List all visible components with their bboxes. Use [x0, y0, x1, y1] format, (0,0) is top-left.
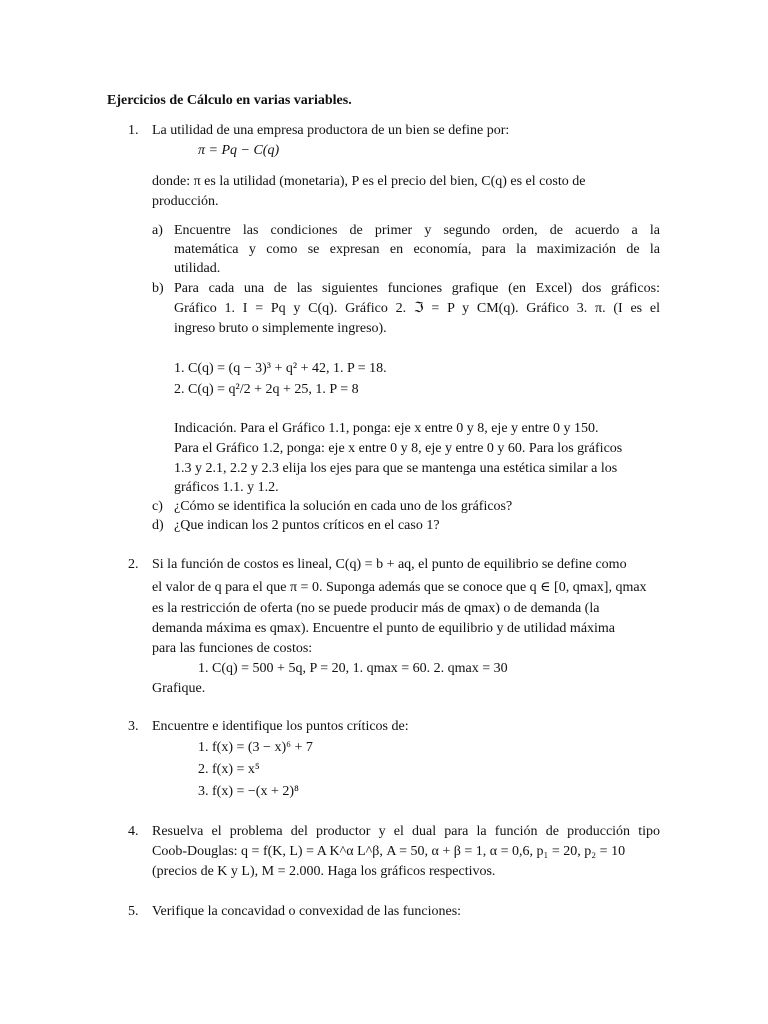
ex1-b-label: b) [152, 281, 164, 296]
ex1-indicacion-line4: gráficos 1.1. y 1.2. [174, 480, 279, 495]
ex2-line2: el valor de q para el que π = 0. Suponga además que se conoce que q ∈ [0, qmax], qmax [152, 580, 647, 595]
ex1-donde-line2: producción. [152, 194, 219, 209]
ex1-a-line3: utilidad. [174, 261, 221, 276]
ex1-d-text: ¿Que indican los 2 puntos críticos en el caso 1? [174, 518, 440, 533]
ex2-number: 2. [128, 557, 139, 572]
ex2-function-1: 1. C(q) = 500 + 5q, P = 20, 1. qmax = 60. 2. qmax = 30 [198, 661, 508, 676]
ex1-indicacion-line2: Para el Gráfico 1.2, ponga: eje x entre 0 y 8, eje y entre 0 y 60. Para los gráficos [174, 441, 623, 456]
ex1-b-line1: Para cada una de las siguientes funciones grafique (en Excel) dos gráficos: [174, 281, 660, 296]
ex1-c-label: c) [152, 499, 163, 514]
ex1-d-label: d) [152, 518, 164, 533]
ex3-function-3: 3. f(x) = −(x + 2)⁸ [198, 784, 299, 799]
ex3-function-1: 1. f(x) = (3 − x)⁶ + 7 [198, 740, 313, 755]
ex1-a-line1: Encuentre las condiciones de primer y segundo orden, de acuerdo a la [174, 223, 660, 238]
ex1-b-line2: Gráfico 1. I = Pq y C(q). Gráfico 2. ℑ = P y CM(q). Gráfico 3. π. (I es el [174, 301, 660, 316]
ex1-number: 1. [128, 123, 139, 138]
ex1-indicacion-line3: 1.3 y 2.1, 2.2 y 2.3 elija los ejes para que se mantenga una estética similar a los [174, 461, 618, 476]
ex5-number: 5. [128, 904, 139, 919]
ex1-function-2: 2. C(q) = q²/2 + 2q + 25, 1. P = 8 [174, 382, 359, 397]
ex1-function-1: 1. C(q) = (q − 3)³ + q² + 42, 1. P = 18. [174, 361, 387, 376]
ex2-line3: es la restricción de oferta (no se puede producir más de qmax) o de demanda (la [152, 601, 600, 616]
ex4-number: 4. [128, 824, 139, 839]
ex1-formula: π = Pq − C(q) [198, 143, 280, 158]
ex4-line3: (precios de K y L), M = 2.000. Haga los gráficos respectivos. [152, 864, 496, 879]
ex5-line1: Verifique la concavidad o convexidad de las funciones: [152, 904, 462, 919]
ex1-intro: La utilidad de una empresa productora de un bien se define por: [152, 123, 510, 138]
ex1-a-label: a) [152, 223, 163, 238]
ex1-b-line3: ingreso bruto o simplemente ingreso). [174, 321, 387, 336]
ex2-line4: demanda máxima es qmax). Encuentre el punto de equilibrio y de utilidad máxima [152, 621, 616, 636]
ex3-function-2: 2. f(x) = x⁵ [198, 762, 260, 777]
ex1-indicacion-line1: Indicación. Para el Gráfico 1.1, ponga: eje x entre 0 y 8, eje y entre 0 y 150. [174, 421, 599, 436]
ex1-donde-line1: donde: π es la utilidad (monetaria), P es el precio del bien, C(q) es el costo de [152, 174, 586, 189]
ex1-c-text: ¿Cómo se identifica la solución en cada uno de los gráficos? [174, 499, 513, 514]
page-title: Ejercicios de Cálculo en varias variables. [107, 93, 352, 108]
ex1-a-line2: matemática y como se expresan en economía, para la maximización de la [174, 242, 660, 257]
ex2-line1: Si la función de costos es lineal, C(q) = b + aq, el punto de equilibrio se define como [152, 557, 627, 572]
ex2-line6: Grafique. [152, 681, 206, 696]
ex4-line1: Resuelva el problema del productor y el dual para la función de producción tipo [152, 824, 660, 839]
ex2-line5: para las funciones de costos: [152, 641, 313, 656]
ex4-line2: Coob-Douglas: q = f(K, L) = A K^α L^β, A = 50, α + β = 1, α = 0,6, p₁ = 20, p₂ = 10 [152, 844, 626, 859]
ex3-line1: Encuentre e identifique los puntos críticos de: [152, 719, 409, 734]
ex3-number: 3. [128, 719, 139, 734]
